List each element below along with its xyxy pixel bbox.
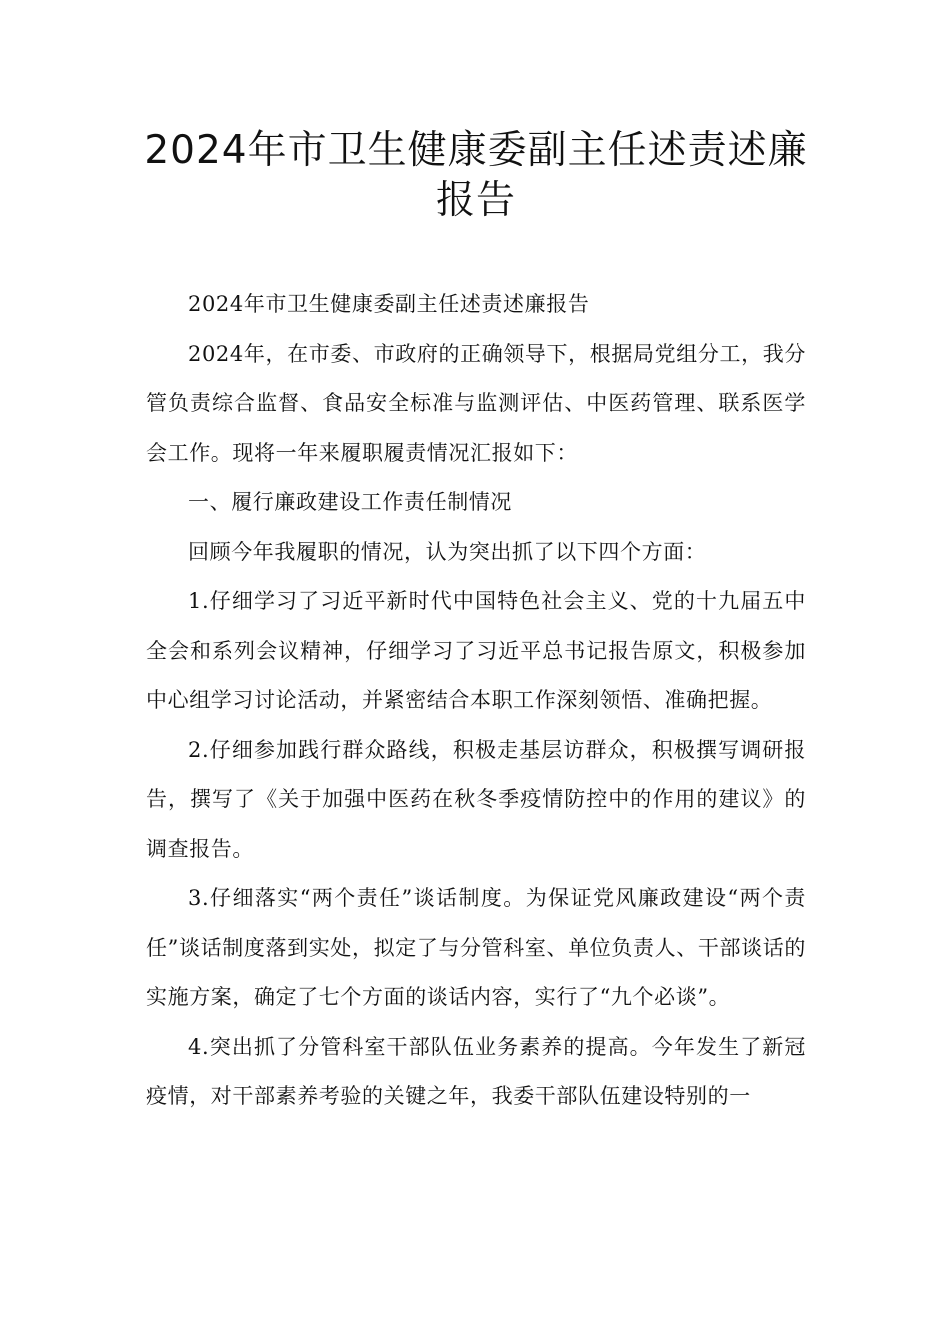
paragraph-review: 回顾今年我履职的情况，认为突出抓了以下四个方面： bbox=[188, 539, 707, 564]
list-item-1: 1.仔细学习了习近平新时代中国特色社会主义、党的十九届五中全会和系列会议精神，仔细学习了习近平总书记报告原文，积极参加中心组学习讨论活动，并紧密结合本职工作深刻领悟、准确把握。 bbox=[146, 589, 806, 712]
list-item-4: 4.突出抓了分管科室干部队伍业务素养的提高。今年发生了新冠疫情，对干部素养考验的关键之年，我委干部队伍建设特别的一 bbox=[146, 1034, 806, 1108]
document-body bbox=[146, 280, 806, 1122]
list-item-3: 3.仔细落实“两个责任”谈话制度。为保证党风廉政建设“两个责任”谈话制度落到实处，拟定了与分管科室、单位负责人、干部谈话的实施方案，确定了七个方面的谈话内容，实行了“九个必谈”。 bbox=[146, 886, 806, 1009]
section-heading-1: 一、履行廉政建设工作责任制情况 bbox=[188, 490, 512, 514]
document-title: 2024年市卫生健康委副主任述责述廉报告 bbox=[144, 128, 808, 223]
paragraph-subtitle: 2024年市卫生健康委副主任述责述廉报告 bbox=[188, 292, 590, 316]
paragraph-intro: 2024年，在市委、市政府的正确领导下，根据局党组分工，我分管负责综合监督、食品安全标准与监测评估、中医药管理、联系医学会工作。现将一年来履职履责情况汇报如下： bbox=[146, 341, 806, 465]
list-item-2: 2.仔细参加践行群众路线，积极走基层访群众，积极撰写调研报告，撰写了《关于加强中医药在秋冬季疫情防控中的作用的建议》的调查报告。 bbox=[146, 737, 806, 861]
